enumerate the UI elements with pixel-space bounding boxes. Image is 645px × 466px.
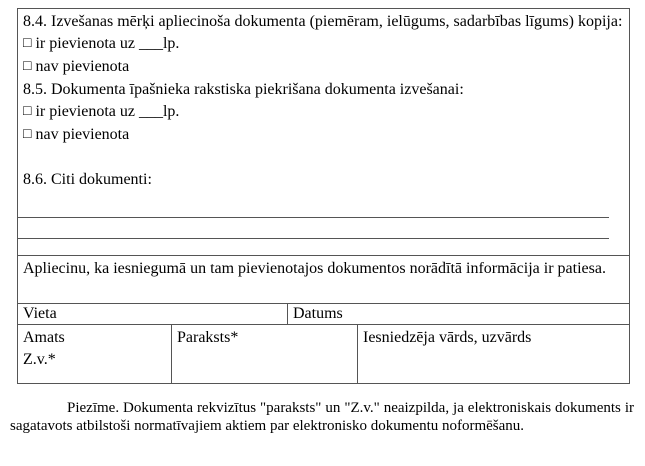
checkbox-icon: □ xyxy=(23,104,32,119)
signature-row xyxy=(18,324,629,383)
section-8-5-option-not-attached xyxy=(23,124,624,147)
option-label: nav pievienota xyxy=(35,58,130,75)
section-8-5-option-attached xyxy=(23,101,624,124)
option-label: nav pievienota xyxy=(35,126,130,143)
write-in-line-2 xyxy=(17,238,609,239)
section-8-6-heading: 8.6. Citi dokumenti: xyxy=(23,171,152,188)
declaration-row xyxy=(18,255,629,303)
submitter-name-cell: Iesniedzēja vārds, uzvārds xyxy=(363,329,532,346)
section-8-4-option-attached xyxy=(23,33,624,56)
vieta-cell: Vieta xyxy=(18,304,288,324)
declaration-text: Apliecinu, ka iesniegumā un tam pievienotajos dokumentos norādītā informācija ir patiesa. xyxy=(23,260,606,277)
blank-paragraph xyxy=(23,147,624,169)
checkbox-icon: □ xyxy=(23,127,32,142)
section-8-4-option-not-attached xyxy=(23,56,624,79)
checkbox-icon: □ xyxy=(23,59,32,74)
footnote-text: Piezīme. Dokumenta rekvizītus "paraksts" un "Z.v." neaizpilda, ja elektroniskais dokuments ir sagatavots atbilstoši normatīvajiem aktiem par elektronisko dokumentu noformēšanu. xyxy=(10,400,634,434)
checkbox-icon: □ xyxy=(23,36,32,51)
write-in-line-1 xyxy=(17,217,609,218)
place-date-row xyxy=(18,303,629,324)
paraksts-cell: Paraksts* xyxy=(172,325,358,383)
documents-section xyxy=(18,9,629,255)
option-label: ir pievienota uz ___lp. xyxy=(35,35,180,52)
zv-label: Z.v.* xyxy=(23,351,56,368)
section-8-4-heading: 8.4. Izvešanas mērķi apliecinoša dokumenta (piemēram, ielūgums, sadarbības līgums) kopija: xyxy=(23,13,623,30)
amats-label: Amats xyxy=(23,329,65,346)
section-8-5-heading: 8.5. Dokumenta īpašnieka rakstiska piekrišana dokumenta izvešanai: xyxy=(23,81,464,98)
amats-cell xyxy=(18,325,172,383)
application-form-table xyxy=(17,8,630,384)
datums-cell: Datums xyxy=(293,305,343,322)
option-label: ir pievienota uz ___lp. xyxy=(35,103,180,120)
